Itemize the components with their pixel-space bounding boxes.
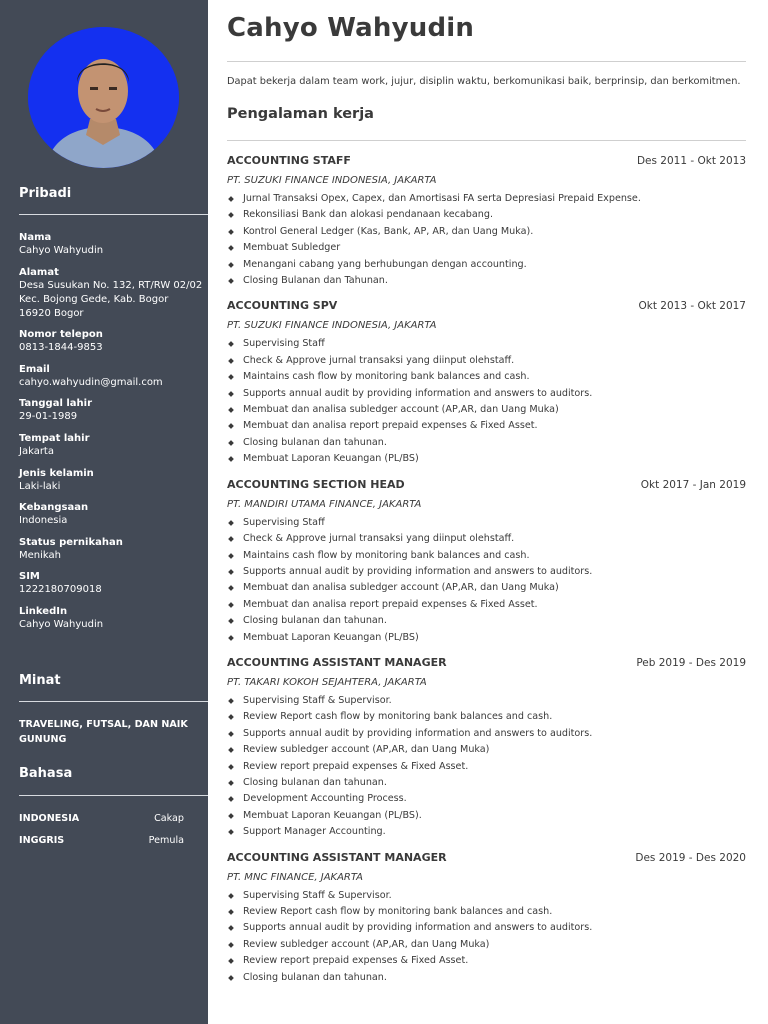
job-title: ACCOUNTING ASSISTANT MANAGER [227, 655, 447, 669]
duty-item: Supervising Staff [227, 515, 746, 531]
field-label: Email [19, 363, 50, 375]
field-label: Tempat lahir [19, 432, 90, 444]
duty-item: Review report prepaid expenses & Fixed Asset. [227, 759, 746, 775]
duty-item: Membuat dan analisa report prepaid expenses & Fixed Asset. [227, 418, 746, 434]
job-title: ACCOUNTING ASSISTANT MANAGER [227, 850, 447, 864]
language-level: Cakap [154, 813, 184, 824]
duty-item: Closing bulanan dan tahunan. [227, 775, 746, 791]
duty-item: Supervising Staff & Supervisor. [227, 693, 746, 709]
duty-item: Membuat Subledger [227, 240, 746, 256]
duty-item: Supports annual audit by providing information and answers to auditors. [227, 920, 746, 936]
field-nationality [19, 501, 204, 528]
field-label: Nomor telepon [19, 329, 103, 341]
job-entry [227, 299, 746, 467]
job-duties [227, 336, 746, 467]
field-label: Alamat [19, 266, 59, 278]
field-email [19, 363, 204, 390]
field-label: SIM [19, 571, 40, 583]
sidebar [0, 0, 208, 1024]
duty-item: Membuat dan analisa subledger account (AP,AR, dan Uang Muka) [227, 402, 746, 418]
personal-fields [19, 231, 204, 640]
field-label: Tanggal lahir [19, 398, 93, 410]
field-birthplace [19, 432, 204, 459]
job-dates: Peb 2019 - Des 2019 [636, 656, 746, 669]
field-name [19, 231, 204, 258]
field-value: Indonesia [19, 515, 68, 527]
field-phone [19, 328, 204, 355]
field-label: LinkedIn [19, 605, 68, 617]
job-title: ACCOUNTING SECTION HEAD [227, 477, 405, 491]
field-label: Kebangsaan [19, 502, 89, 514]
field-label: Jenis kelamin [19, 467, 94, 479]
divider [227, 140, 746, 141]
job-duties [227, 191, 746, 289]
job-duties [227, 515, 746, 646]
job-list [227, 154, 746, 996]
duty-item: Maintains cash flow by monitoring bank balances and cash. [227, 369, 746, 385]
job-company: PT. MANDIRI UTAMA FINANCE, JAKARTA [227, 498, 422, 510]
job-entry [227, 851, 746, 986]
duty-item: Support Manager Accounting. [227, 824, 746, 840]
duty-item: Supervising Staff & Supervisor. [227, 888, 746, 904]
job-dates: Okt 2017 - Jan 2019 [640, 478, 746, 491]
language-name: INDONESIA [19, 813, 80, 824]
field-gender [19, 467, 204, 494]
job-dates: Des 2011 - Okt 2013 [636, 155, 746, 167]
experience-heading: Pengalaman kerja [227, 106, 374, 122]
job-title: ACCOUNTING STAFF [227, 154, 351, 167]
duty-item: Closing bulanan dan tahunan. [227, 970, 746, 986]
field-value: Jakarta [19, 445, 54, 457]
duty-item: Development Accounting Process. [227, 791, 746, 807]
field-value: Menikah [19, 549, 61, 561]
field-marital-status [19, 536, 204, 563]
profile-photo [28, 27, 179, 168]
field-value: Desa Susukan No. 132, RT/RW 02/02 Kec. Bojong Gede, Kab. Bogor 16920 Bogor [19, 279, 203, 319]
person-name: Cahyo Wahyudin [227, 13, 475, 43]
duty-item: Membuat dan analisa subledger account (AP,AR, dan Uang Muka) [227, 580, 746, 596]
person-portrait-icon [28, 27, 179, 168]
divider [19, 701, 208, 702]
job-company: PT. SUZUKI FINANCE INDONESIA, JAKARTA [227, 320, 437, 332]
duty-item: Review subledger account (AP,AR, dan Uang Muka) [227, 937, 746, 953]
duty-item: Closing bulanan dan tahunan. [227, 435, 746, 451]
duty-item: Review Report cash flow by monitoring bank balances and cash. [227, 709, 746, 725]
duty-item: Supervising Staff [227, 336, 746, 352]
job-duties [227, 888, 746, 986]
field-label: Status pernikahan [19, 536, 123, 548]
language-row [19, 812, 184, 825]
field-value: cahyo.wahyudin@gmail.com [19, 376, 163, 388]
duty-item: Membuat Laporan Keuangan (PL/BS) [227, 451, 746, 467]
personal-heading: Pribadi [19, 186, 72, 201]
duty-item: Supports annual audit by providing information and answers to auditors. [227, 726, 746, 742]
duty-item: Maintains cash flow by monitoring bank balances and cash. [227, 548, 746, 564]
field-value: Laki-laki [19, 480, 61, 492]
duty-item: Membuat Laporan Keuangan (PL/BS). [227, 808, 746, 824]
field-value: Cahyo Wahyudin [19, 245, 104, 256]
field-label: Nama [19, 232, 52, 243]
duty-item: Closing bulanan dan tahunan. [227, 613, 746, 629]
interests-heading: Minat [19, 673, 61, 688]
duty-item: Membuat Laporan Keuangan (PL/BS) [227, 630, 746, 646]
job-entry [227, 154, 746, 289]
duty-item: Review Report cash flow by monitoring bank balances and cash. [227, 904, 746, 920]
field-license [19, 570, 204, 597]
duty-item: Check & Approve jurnal transaksi yang diinput olehstaff. [227, 531, 746, 547]
duty-item: Review report prepaid expenses & Fixed Asset. [227, 953, 746, 969]
duty-item: Kontrol General Ledger (Kas, Bank, AP, AR, dan Uang Muka). [227, 224, 746, 240]
job-dates: Okt 2013 - Okt 2017 [638, 300, 746, 313]
duty-item: Supports annual audit by providing information and answers to auditors. [227, 564, 746, 580]
job-company: PT. SUZUKI FINANCE INDONESIA, JAKARTA [227, 175, 437, 186]
duty-item: Membuat dan analisa report prepaid expenses & Fixed Asset. [227, 597, 746, 613]
field-value: Cahyo Wahyudin [19, 618, 104, 630]
duty-item: Jurnal Transaksi Opex, Capex, dan Amortisasi FA serta Depresiasi Prepaid Expense. [227, 191, 746, 207]
divider [19, 795, 208, 796]
divider [19, 214, 208, 215]
language-row [19, 834, 184, 847]
job-dates: Des 2019 - Des 2020 [635, 851, 746, 864]
field-address [19, 266, 204, 321]
field-value: 29-01-1989 [19, 411, 78, 423]
duty-item: Supports annual audit by providing information and answers to auditors. [227, 386, 746, 402]
field-value: 1222180709018 [19, 584, 102, 596]
job-company: PT. MNC FINANCE, JAKARTA [227, 871, 363, 883]
job-entry [227, 478, 746, 646]
duty-item: Menangani cabang yang berhubungan dengan accounting. [227, 257, 746, 273]
field-linkedin [19, 605, 204, 632]
job-entry [227, 656, 746, 841]
interests-text: TRAVELING, FUTSAL, DAN NAIK GUNUNG [19, 719, 188, 745]
field-birthdate [19, 397, 204, 424]
duty-item: Closing Bulanan dan Tahunan. [227, 273, 746, 289]
duty-item: Check & Approve jurnal transaksi yang diinput olehstaff. [227, 353, 746, 369]
profile-summary: Dapat bekerja dalam team work, jujur, disiplin waktu, berkomunikasi baik, berprinsip, dan berkomitmen. [227, 76, 741, 87]
languages-heading: Bahasa [19, 766, 73, 781]
duty-item: Review subledger account (AP,AR, dan Uang Muka) [227, 742, 746, 758]
field-value: 0813-1844-9853 [19, 342, 103, 354]
job-title: ACCOUNTING SPV [227, 299, 338, 313]
language-level: Pemula [148, 835, 184, 846]
duty-item: Rekonsiliasi Bank dan alokasi pendanaan kecabang. [227, 207, 746, 223]
language-name: INGGRIS [19, 835, 65, 846]
job-duties [227, 693, 746, 841]
divider [227, 61, 746, 62]
job-company: PT. TAKARI KOKOH SEJAHTERA, JAKARTA [227, 676, 427, 688]
